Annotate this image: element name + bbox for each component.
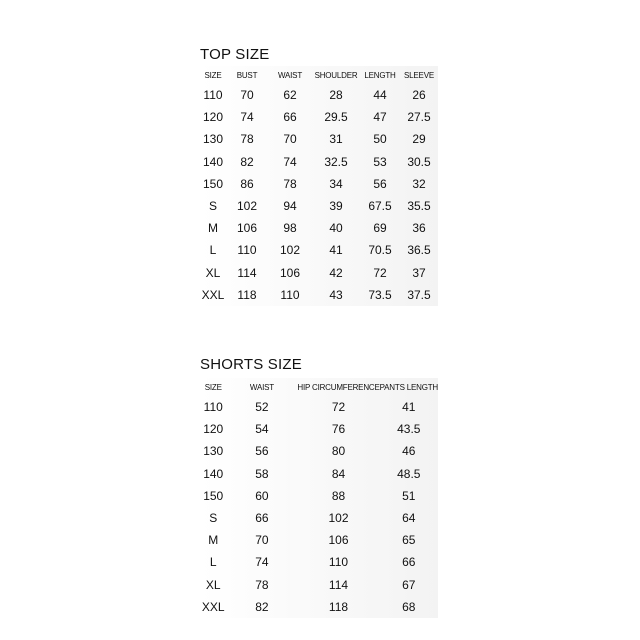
top-size-table-cell: 27.5 (407, 110, 431, 125)
top-size-table-cell: 37 (412, 265, 426, 280)
top-size-table-cell: 32 (412, 176, 426, 191)
top-size-table-cell: 29 (412, 132, 426, 147)
top-size-table-cell: 74 (283, 154, 297, 169)
top-size-table-row (200, 128, 438, 150)
top-size-table-cell: 53 (373, 154, 387, 169)
top-size-table-cell: 73.5 (368, 287, 392, 302)
top-size-table-cell: 28 (329, 88, 343, 103)
shorts-size-table-cell: 60 (255, 488, 269, 503)
shorts-size-table-cell: 118 (328, 599, 349, 614)
top-size-table-cell: 39 (329, 199, 343, 214)
top-size-table-cell: 120 (202, 110, 224, 125)
shorts-size-table-cell: L (209, 555, 217, 570)
top-size-table-cell: 37.5 (407, 287, 431, 302)
top-size-table-cell: 102 (236, 199, 258, 214)
shorts-header-size: SIZE (204, 382, 222, 392)
top-size-table-cell: L (209, 243, 217, 258)
top-size-table (200, 66, 438, 306)
top-size-table-cell: 102 (279, 243, 301, 258)
top-size-table-cell: 56 (373, 176, 387, 191)
top-size-table-cell: 86 (240, 176, 254, 191)
top-size-table-cell: 78 (283, 176, 297, 191)
shorts-size-table-cell: 78 (255, 577, 269, 592)
shorts-size-table-cell: 66 (402, 555, 416, 570)
shorts-size-table-cell: 54 (255, 422, 269, 437)
top-size-table-row (200, 284, 438, 306)
shorts-size-table-cell: 65 (402, 533, 416, 548)
top-size-table-row (200, 151, 438, 173)
top-size-table-cell: 82 (240, 154, 254, 169)
top-size-table-cell: 44 (373, 88, 387, 103)
shorts-size-table-row (200, 574, 438, 596)
top-size-table-cell: 32.5 (324, 154, 348, 169)
top-size-table-row (200, 217, 438, 239)
top-size-table-row (200, 195, 438, 217)
shorts-size-table-cell: 130 (203, 444, 224, 459)
top-size-table-cell: 118 (237, 287, 257, 302)
top-size-table-row (200, 106, 438, 128)
top-size-table-cell: 69 (373, 221, 387, 236)
top-size-table-cell: 110 (280, 287, 300, 302)
shorts-header-pants-length: PANTS LENGTH (379, 382, 438, 392)
top-size-table-cell: 110 (237, 243, 257, 258)
top-size-table-cell: 67.5 (368, 199, 392, 214)
top-size-table-cell: 62 (283, 88, 297, 103)
top-size-section (200, 46, 440, 314)
shorts-size-table-row (200, 596, 438, 618)
top-size-body (200, 84, 438, 306)
shorts-size-table-cell: 43.5 (397, 422, 421, 437)
shorts-size-table (200, 378, 438, 618)
shorts-size-table-cell: 58 (255, 466, 269, 481)
top-size-table-cell: XL (205, 265, 221, 280)
top-size-table-row (200, 239, 438, 261)
shorts-size-table-cell: 84 (331, 466, 346, 481)
top-size-table-cell: 70.5 (368, 243, 392, 258)
top-header-length: LENGTH (364, 70, 396, 80)
top-size-title: TOP SIZE (200, 46, 270, 63)
shorts-size-table-cell: 150 (203, 488, 224, 503)
top-size-table-cell: 31 (329, 132, 343, 147)
top-size-table-cell: 36 (412, 221, 426, 236)
top-header-size: SIZE (204, 70, 222, 80)
shorts-size-table-cell: 56 (255, 444, 269, 459)
top-size-table-cell: 47 (373, 110, 387, 125)
top-size-table-cell: 110 (203, 88, 223, 103)
top-size-table-row (200, 84, 438, 106)
top-header-waist: WAIST (277, 70, 303, 80)
shorts-size-table-cell: 82 (255, 599, 269, 614)
shorts-size-table-cell: 52 (255, 400, 269, 415)
top-size-table-cell: 114 (237, 265, 257, 280)
shorts-size-table-row (200, 440, 438, 462)
top-size-table-cell: 106 (236, 221, 258, 236)
top-size-table-cell: 74 (240, 110, 254, 125)
top-size-table-cell: 34 (329, 176, 343, 191)
shorts-size-table-cell: 64 (402, 511, 416, 526)
shorts-size-table-cell: 68 (402, 599, 416, 614)
shorts-size-table-row (200, 529, 438, 551)
shorts-header-hip: HIP CIRCUMFERENCE (297, 382, 380, 392)
top-size-table-cell: 35.5 (407, 199, 431, 214)
top-size-table-cell: 36.5 (407, 243, 431, 258)
shorts-size-table-cell: 120 (203, 422, 224, 437)
top-size-header-row (200, 66, 438, 84)
top-header-shoulder: SHOULDER (314, 70, 358, 80)
shorts-size-table-cell: XXL (201, 599, 225, 614)
shorts-size-table-cell: 80 (331, 444, 346, 459)
top-size-table-cell: 98 (283, 221, 297, 236)
shorts-size-table-cell: 67 (402, 577, 416, 592)
top-size-table-cell: 72 (373, 265, 387, 280)
top-size-table-cell: 30.5 (407, 154, 431, 169)
shorts-size-table-cell: 46 (402, 444, 416, 459)
top-size-table-cell: 130 (202, 132, 224, 147)
top-size-table-cell: 94 (283, 199, 297, 214)
shorts-size-table-cell: M (208, 533, 219, 548)
top-size-table-cell: 41 (329, 243, 343, 258)
top-size-table-cell: 70 (283, 132, 297, 147)
shorts-size-table-cell: 72 (331, 400, 346, 415)
top-size-table-cell: 150 (202, 176, 224, 191)
top-size-table-cell: 140 (202, 154, 224, 169)
top-size-table-cell: 66 (283, 110, 297, 125)
top-header-sleeve: SLEEVE (404, 70, 434, 80)
shorts-size-table-row (200, 396, 438, 418)
shorts-size-table-cell: 74 (255, 555, 269, 570)
shorts-size-table-cell: 88 (331, 488, 346, 503)
top-size-table-row (200, 173, 438, 195)
shorts-size-table-cell: 48.5 (397, 466, 421, 481)
top-size-table-cell: XXL (201, 287, 225, 302)
shorts-size-table-row (200, 463, 438, 485)
shorts-size-table-cell: XL (205, 577, 221, 592)
shorts-size-table-cell: 114 (328, 577, 349, 592)
top-size-table-cell: 29.5 (324, 110, 348, 125)
top-size-table-cell: 40 (329, 221, 343, 236)
shorts-size-section (200, 356, 440, 618)
shorts-size-table-cell: S (209, 511, 218, 526)
top-size-table-cell: 42 (329, 265, 343, 280)
shorts-size-table-cell: 110 (328, 555, 349, 570)
shorts-size-table-cell: 66 (255, 511, 269, 526)
shorts-size-table-row (200, 485, 438, 507)
top-size-table-cell: 50 (373, 132, 387, 147)
shorts-size-table-cell: 70 (255, 533, 269, 548)
shorts-size-table-cell: 102 (328, 511, 349, 526)
top-size-table-cell: 70 (240, 88, 254, 103)
top-size-table-cell: M (208, 221, 218, 236)
shorts-size-table-cell: 110 (203, 400, 223, 415)
top-size-table-row (200, 262, 438, 284)
shorts-size-table-row (200, 507, 438, 529)
shorts-size-table-row (200, 418, 438, 440)
shorts-size-table-cell: 51 (402, 488, 416, 503)
shorts-header-waist: WAIST (249, 382, 274, 392)
shorts-size-table-cell: 106 (328, 533, 349, 548)
shorts-size-title: SHORTS SIZE (200, 356, 302, 373)
top-size-table-cell: S (208, 199, 217, 214)
shorts-size-table-cell: 76 (331, 422, 346, 437)
shorts-size-header-row (200, 378, 438, 396)
top-size-table-cell: 26 (412, 88, 426, 103)
top-size-table-cell: 43 (329, 287, 343, 302)
top-size-table-cell: 106 (279, 265, 301, 280)
shorts-size-table-cell: 140 (203, 466, 224, 481)
shorts-size-table-cell: 41 (402, 400, 416, 415)
shorts-size-body (200, 396, 438, 618)
shorts-size-table-row (200, 551, 438, 573)
top-size-table-cell: 78 (240, 132, 254, 147)
top-header-bust: BUST (236, 70, 258, 80)
